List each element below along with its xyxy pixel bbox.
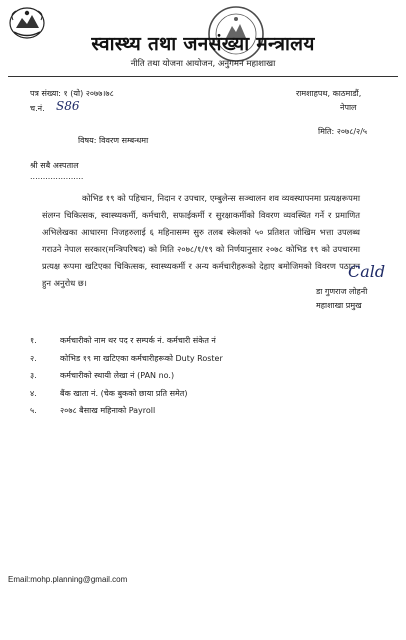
signatory-name: डा गुणराज लोहनी	[316, 287, 368, 296]
list-item-text: कर्मचारीको नाम थर पद र सम्पर्क नं. कर्मचारी संकेत नं	[60, 336, 216, 346]
list-item-text: २०७८ बैसाख महिनाको Payroll	[60, 406, 156, 416]
list-item	[30, 385, 350, 403]
list-item-number: ४.	[30, 388, 37, 398]
address-location: रामशाहपथ, काठमाडौं,	[296, 89, 362, 98]
letter-number: पत्र संख्या: १ (यो) २०७७।७८	[30, 89, 114, 98]
body-text: कोभिड १९ को पहिचान, निदान र उपचार, एम्बुलेन्स सञ्चालन शव व्यवस्थापनमा प्रत्यक्षरूपमा संलग्न चिकित्सक, स्वास्थ्यकर्मी, कर्मचारी, सफाईकर्मी र सुरक्षाकर्मीको विवरण व्यवस्थित गर्ने र प्रमाणित अभिलेखका आधारमा निजहरुलाई ६ महिनासम्म सुरु तलब स्केलको ५० प्रतिशत जोखिम भत्ता उपलब्ध गराउने नेपाल सरकार(मन्त्रिपरिषद) को मिति २०७८/१/१९ को निर्णयानुसार २०७८ कोभिड १९ को उपचारमा प्रत्यक्ष रूपमा खटिएका चिकित्सक, स्वास्थ्यकर्मी र अन्य कर्मचारीहरूको देहाए बमोजिमको विवरण पठाउन हुन अनुरोध छ।	[42, 193, 360, 288]
footer-email[interactable]: Email:mohp.planning@gmail.com	[8, 575, 128, 584]
list-item	[30, 332, 350, 350]
recipient-dots: .....................	[30, 172, 84, 181]
list-item-text: बैंक खाता नं. (चेक बुकको छाया प्रति समेत)	[60, 388, 188, 398]
list-item-number: २.	[30, 353, 37, 363]
list-item-text: कोभिड १९ मा खटिएका कर्मचारीहरूको Duty Roster	[60, 353, 223, 363]
subject-line: विषय: विवरण सम्बन्धमा	[78, 136, 149, 145]
list-item-number: १.	[30, 336, 37, 346]
required-details-list	[30, 332, 350, 420]
recipient-name: श्री सबै अस्पताल	[30, 161, 79, 170]
list-item	[30, 367, 350, 385]
ministry-title: स्वास्थ्य तथा जनसंख्या मन्त्रालय	[91, 33, 315, 55]
division-name: नीति तथा योजना आयोजन, अनुगमन महाशाखा	[130, 59, 276, 69]
list-item-number: ५.	[30, 406, 37, 416]
signatory-title: महाशाखा प्रमुख	[316, 301, 362, 310]
address-country: नेपाल	[340, 103, 357, 112]
dispatch-label: च.नं.	[30, 104, 45, 113]
list-item-number: ३.	[30, 371, 37, 381]
list-item	[30, 402, 350, 420]
header-divider	[8, 76, 398, 77]
list-item	[30, 350, 350, 368]
list-item-text: कर्मचारीको स्थायी लेखा नं (PAN no.)	[60, 371, 175, 381]
dispatch-number: S86	[56, 99, 80, 113]
signature-scrawl: Cald	[348, 262, 386, 281]
body-paragraph	[42, 190, 360, 292]
letter-date: मिति: २०७८/२/५	[318, 127, 368, 136]
